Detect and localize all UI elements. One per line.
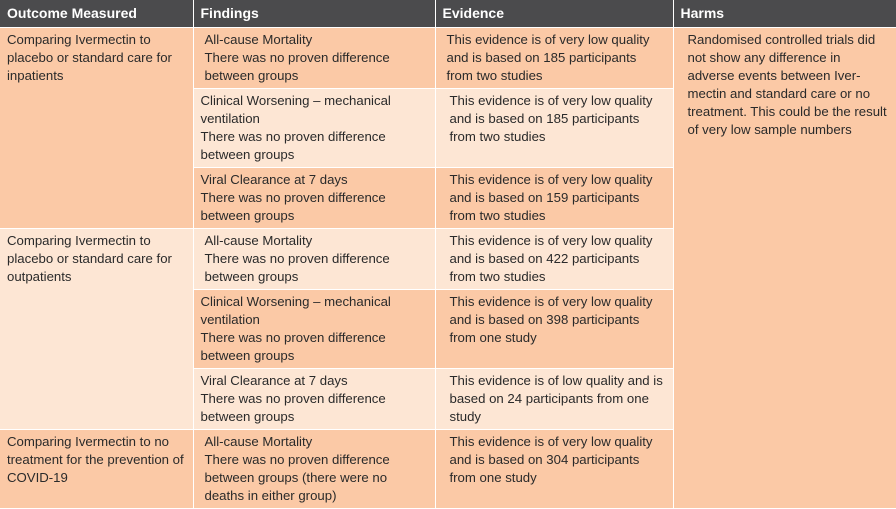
finding-title: All-cause Mortality — [204, 32, 313, 47]
finding-text: There was no proven difference between groups — [200, 190, 386, 223]
finding-text: There was no proven difference between groups — [200, 391, 386, 424]
header-outcome: Outcome Measured — [0, 0, 193, 28]
finding-title: All-cause Mortality — [204, 434, 313, 449]
outcome-cell: Comparing Ivermectin to no treatment for the prevention of COVID-19 — [0, 430, 193, 509]
outcome-cell: Comparing Ivermectin to placebo or standard care for inpatients — [0, 28, 193, 229]
finding-title: Viral Clearance at 7 days — [200, 373, 348, 388]
finding-text: There was no proven difference between groups — [204, 251, 390, 284]
finding-cell — [193, 369, 435, 430]
evidence-cell: This evidence is of very low quality and is based on 159 participants from two studies — [435, 168, 673, 229]
header-evidence: Evidence — [435, 0, 673, 28]
finding-text: There was no proven difference between groups — [200, 330, 386, 363]
table-row — [0, 28, 896, 89]
finding-text: There was no proven difference between groups (there were no deaths in either group) — [204, 452, 390, 503]
finding-cell — [193, 430, 435, 509]
finding-cell — [193, 89, 435, 168]
finding-cell — [193, 28, 435, 89]
header-findings: Findings — [193, 0, 435, 28]
finding-cell — [193, 229, 435, 290]
finding-title: Clinical Worsening – mechanical ventilation — [200, 93, 391, 126]
header-row — [0, 0, 896, 28]
evidence-cell: This evidence is of very low quality and is based on 185 participants from two studies — [435, 89, 673, 168]
finding-title: Clinical Worsening – mechanical ventilation — [200, 294, 391, 327]
evidence-cell: This evidence is of very low quality and is based on 422 participants from two studies — [435, 229, 673, 290]
evidence-cell: This evidence is of low quality and is based on 24 participants from one study — [435, 369, 673, 430]
evidence-cell: This evidence is of very low quality and is based on 398 participants from one study — [435, 290, 673, 369]
finding-cell — [193, 290, 435, 369]
evidence-cell: This evidence is of very low quality and is based on 185 participants from two studies — [435, 28, 673, 89]
evidence-cell: This evidence is of very low quality and is based on 304 participants from one study — [435, 430, 673, 509]
finding-title: Viral Clearance at 7 days — [200, 172, 348, 187]
finding-cell — [193, 168, 435, 229]
finding-text: There was no proven difference between groups — [204, 50, 390, 83]
outcome-cell: Comparing Ivermectin to placebo or standard care for outpatients — [0, 229, 193, 430]
harms-cell: Randomised controlled trials did not show any difference in adverse events between Iver-mectin and standard care or no treatment. This could be the result of very low sample numbers — [673, 28, 896, 509]
finding-text: There was no proven difference between groups — [200, 129, 386, 162]
finding-title: All-cause Mortality — [204, 233, 313, 248]
header-harms: Harms — [673, 0, 896, 28]
